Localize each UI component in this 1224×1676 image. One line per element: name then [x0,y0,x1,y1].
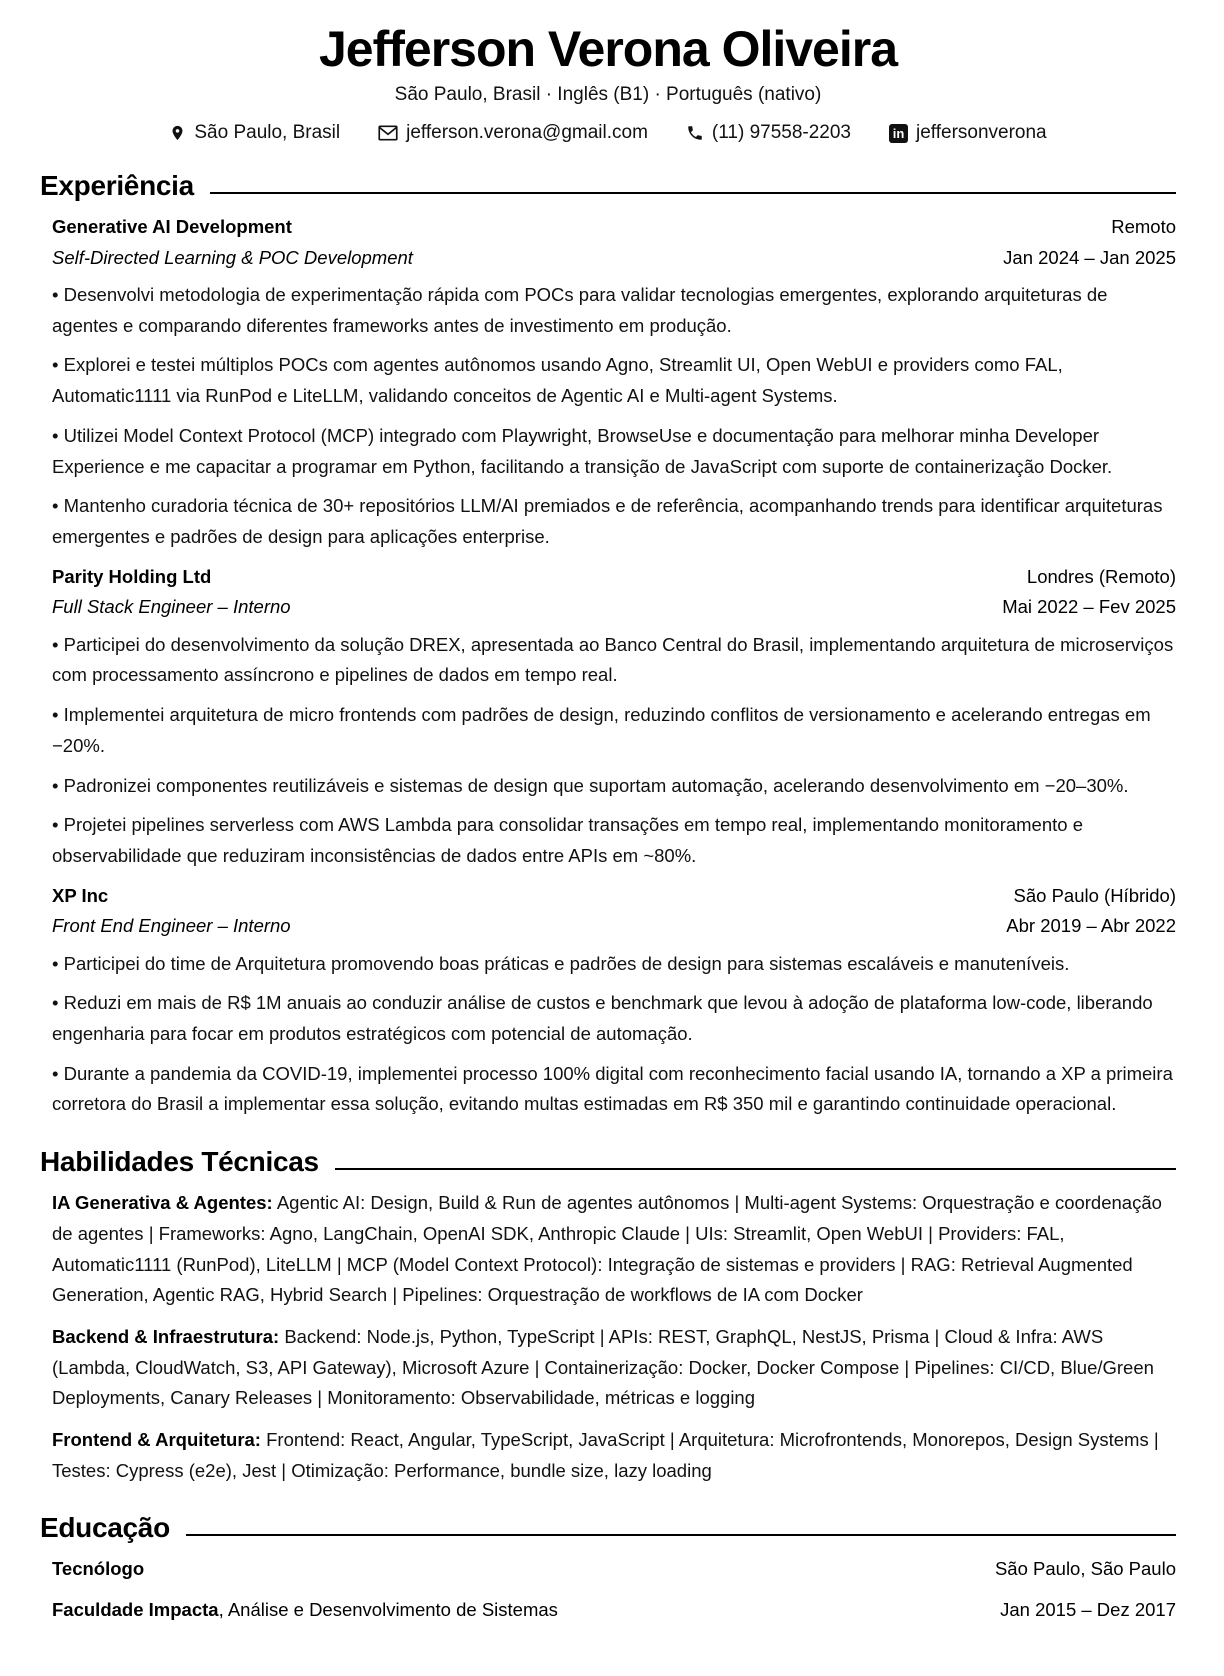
section-title-skills [40,1146,1176,1178]
education-dates: Jan 2015 – Dez 2017 [1000,1599,1176,1620]
entry-role-row [52,911,1176,942]
experience-bullet: • Padronizei componentes reutilizáveis e sistemas de design que suportam automação, acelerando desenvolvimento em −20–30%. [52,771,1176,802]
company-name: XP Inc [52,884,109,906]
skill-group-label: Frontend & Arquitetura: [52,1429,261,1451]
education-school-row [52,1595,1176,1626]
entry-role-row [52,592,1176,623]
experience-bullet: • Implementei arquitetura de micro frontends com padrões de design, reduzindo conflitos de versionamento e acelerando entregas em −20%. [52,700,1176,761]
experience-bullet: • Explorei e testei múltiplos POCs com agentes autônomos usando Agno, Streamlit UI, Open WebUI e providers como FAL, Automatic1111 via RunPod e LiteLLM, validando conceitos de Agentic AI e Multi-agent Systems. [52,350,1176,411]
school-name: Faculdade Impacta [52,1599,219,1620]
experience-bullet: • Durante a pandemia da COVID-19, implementei processo 100% digital com reconhecimento facial usando IA, tornando a XP a primeira corretora do Brasil a implementar essa solução, evitando multas estimadas em R$ 350 mil e garantindo continuidade operacional. [52,1059,1176,1120]
contact-location-text: São Paulo, Brasil [194,122,341,143]
company-name: Parity Holding Ltd [52,565,212,587]
skill-group [52,1322,1176,1414]
skill-group [52,1425,1176,1486]
section-rule [335,1168,1176,1170]
section-rule [210,192,1176,194]
contact-phone [686,122,851,144]
degree-title: Tecnólogo [52,1558,145,1580]
school-line [52,1595,558,1626]
company-location: São Paulo (Híbrido) [1013,884,1176,906]
degree-location: São Paulo, São Paulo [994,1558,1176,1580]
experience-entry [52,212,1176,553]
person-name: Jefferson Verona Oliveira [318,21,898,77]
contact-email [378,122,648,144]
experience-section [40,212,1176,1120]
linkedin-icon: in [889,124,908,143]
contact-linkedin-text: jeffersonverona [916,122,1047,143]
header-subtitle: São Paulo, Brasil · Inglês (B1) · Português (nativo) [394,84,822,105]
role-title: Front End Engineer – Interno [52,915,291,937]
role-title: Full Stack Engineer – Interno [52,596,291,618]
entry-role-row [52,243,1176,274]
contact-row [40,122,1176,144]
experience-bullet: • Participei do desenvolvimento da solução DREX, apresentada ao Banco Central do Brasil, implementando arquitetura de microserviços com processamento assíncrono e pipelines de dados em tempo real. [52,630,1176,691]
experience-entry [52,881,1176,1121]
skill-group-text: Agentic AI: Design, Build & Run de agentes autônomos | Multi-agent Systems: Orquestração e coordenação de agentes | Frameworks: Agno, LangChain, OpenAI SDK, Anthropic Claude | UIs: Streamlit, Open WebUI | Providers: FAL, Automatic1111 (RunPod), LiteLLM | MCP (Model Context Protocol): Integração de sistemas e providers | RAG: Retrieval Augmented Generation, Agentic RAG, Hybrid Search | Pipelines: Orquestração de workflows de IA com Docker [52,1192,1162,1306]
skill-group-text: Backend: Node.js, Python, TypeScript | APIs: REST, GraphQL, NestJS, Prisma | Cloud & Infra: AWS (Lambda, CloudWatch, S3, API Gateway), Microsoft Azure | Containerização: Docker, Docker Compose | Pipelines: CI/CD, Blue/Green Deployments, Canary Releases | Monitoramento: Observabilidade, métricas e logging [52,1325,1154,1409]
entry-header-row [52,881,1176,912]
company-location: Remoto [1111,216,1176,237]
entry-header-row [52,212,1176,243]
role-dates: Jan 2024 – Jan 2025 [1003,246,1176,268]
education-degree-row [52,1554,1176,1585]
skill-group-text: Frontend: React, Angular, TypeScript, JavaScript | Arquitetura: Microfrontends, Monorepos, Design Systems | Testes: Cypress (e2e), Jest | Otimização: Performance, bundle size, lazy loading [52,1429,1159,1481]
contact-linkedin [889,122,1047,144]
experience-bullet: • Reduzi em mais de R$ 1M anuais ao conduzir análise de custos e benchmark que levou à adoção de plataforma low-code, liberando engenharia para focar em produtos estratégicos com potencial de automação. [52,988,1176,1049]
contact-location [169,122,340,144]
role-dates: Abr 2019 – Abr 2022 [1006,915,1176,937]
skill-group-label: Backend & Infraestrutura: [52,1325,280,1347]
section-rule [186,1534,1176,1536]
section-title-experience-text: Experiência [40,170,194,201]
contact-email-text: jefferson.verona@gmail.com [406,122,648,143]
experience-bullet: • Participei do time de Arquitetura promovendo boas práticas e padrões de design para sistemas escaláveis e manuteníveis. [52,949,1176,980]
company-location: Londres (Remoto) [1026,565,1176,587]
experience-bullet: • Mantenho curadoria técnica de 30+ repositórios LLM/AI premiados e de referência, acompanhando trends para identificar arquiteturas emergentes e padrões de design para aplicações enterprise. [52,491,1176,552]
role-dates: Mai 2022 – Fev 2025 [1002,596,1176,618]
section-title-experience [40,170,1176,202]
company-name: Generative AI Development [52,216,292,237]
experience-bullet: • Projetei pipelines serverless com AWS Lambda para consolidar transações em tempo real, implementando monitoramento e observabilidade que reduziram inconsistências de dados entre APIs em ~80%. [52,810,1176,871]
experience-bullet: • Desenvolvi metodologia de experimentação rápida com POCs para validar tecnologias emergentes, explorando arquiteturas de agentes e comparando diferentes frameworks antes de investimento em produção. [52,280,1176,341]
experience-bullet: • Utilizei Model Context Protocol (MCP) integrado com Playwright, BrowseUse e documentação para melhorar minha Developer Experience e me capacitar a programar em Python, facilitando a transição de JavaScript com suporte de containerização Docker. [52,421,1176,482]
skill-group [52,1188,1176,1311]
education-section [40,1554,1176,1625]
role-title: Self-Directed Learning & POC Development [52,246,413,268]
location-pin-icon [169,123,186,143]
section-title-education-text: Educação [40,1512,170,1544]
experience-entry [52,562,1176,872]
section-title-skills-text: Habilidades Técnicas [40,1146,319,1178]
school-course: , Análise e Desenvolvimento de Sistemas [218,1599,558,1620]
skill-group-label: IA Generativa & Agentes: [52,1192,273,1214]
entry-header-row [52,562,1176,593]
phone-icon [686,124,704,142]
skills-section [40,1188,1176,1486]
envelope-icon [378,125,398,141]
section-title-education [40,1512,1176,1544]
contact-phone-text: (11) 97558-2203 [711,122,851,143]
